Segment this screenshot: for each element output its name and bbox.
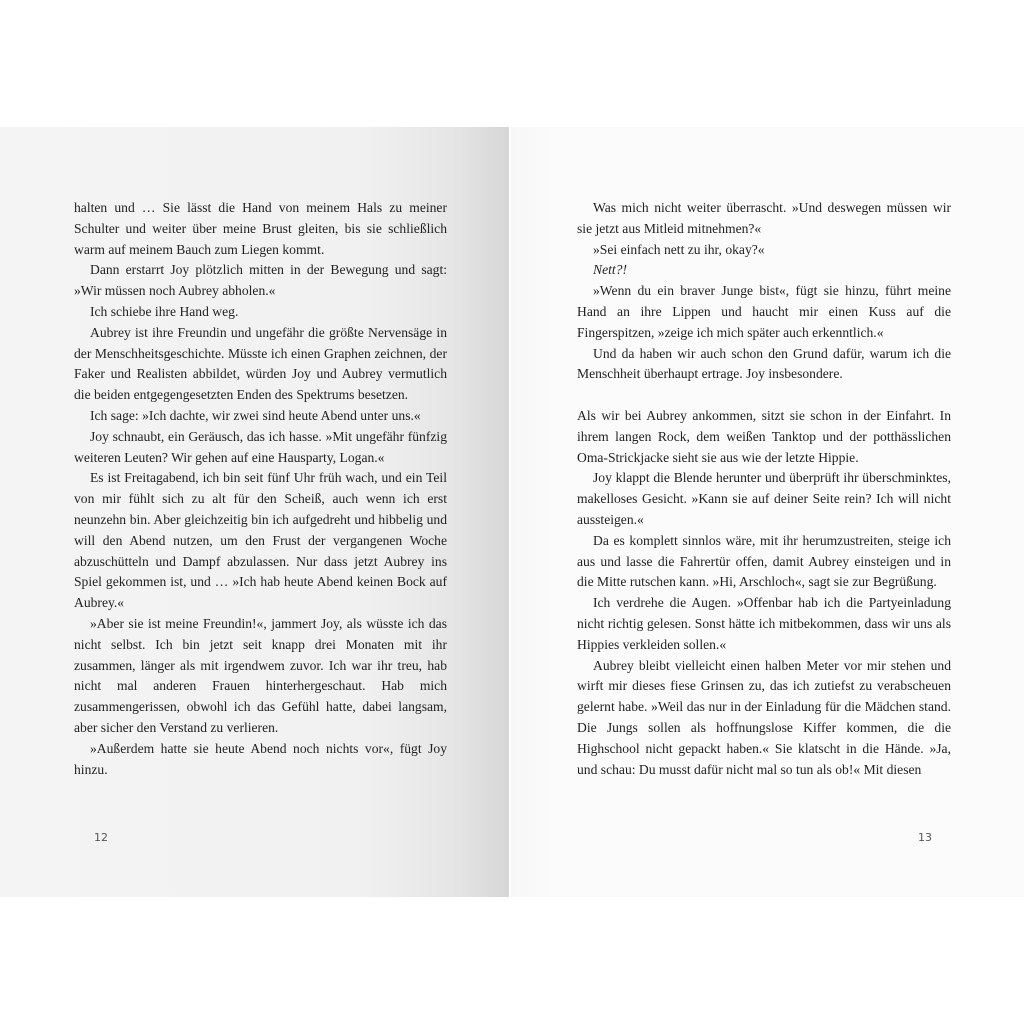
paragraph: Und da haben wir auch schon den Grund dafür, warum ich die Menschheit überhaupt ertrage. Joy insbesondere.: [577, 345, 951, 382]
paragraph: Ich sage: »Ich dachte, wir zwei sind heute Abend unter uns.«: [90, 407, 421, 423]
left-page: [0, 127, 511, 897]
paragraph: Dann erstarrt Joy plötzlich mitten in der Bewegung und sagt: »Wir müssen noch Aubrey abholen.«: [74, 262, 447, 299]
paragraph: Nett?!: [593, 262, 627, 278]
paragraph: »Wenn du ein braver Junge bist«, fügt sie hinzu, führt meine Hand an ihre Lippen und haucht mir einen Kuss auf die Fingerspitzen, »zeige ich mich später auch erkenntlich.«: [577, 283, 951, 340]
paragraph: »Aber sie ist meine Freundin!«, jammert Joy, als wüsste ich das nicht selbst. Ich bin jetzt seit knapp drei Monaten mit ihr zusammen, länger als mit irgendwem zuvor. Ich war ihr treu, hab nicht mal anderen Frauen hinterhergeschaut. Hab mich zusammengerissen, obwohl ich das Gefühl hatte, dabei langsam, aber sicher den Verstand zu verlieren.: [74, 615, 447, 735]
paragraph: Ich schiebe ihre Hand weg.: [90, 303, 239, 319]
left-page-text: [74, 198, 447, 780]
paragraph: »Sei einfach nett zu ihr, okay?«: [593, 241, 765, 257]
paragraph: Es ist Freitagabend, ich bin seit fünf Uhr früh wach, und ein Teil von mir fühlt sich zu alt für den Scheiß, auch wenn ich erst neunzehn bin. Aber gleichzeitig bin ich aufgedreht und hibbelig und will den Abend nutzen, um den Frust der vergangenen Woche abzuschütteln und Dampf abzulassen. Nur dass jetzt Aubrey ins Spiel gekommen ist, und … »Ich hab heute Abend keinen Bock auf Aubrey.«: [74, 470, 447, 611]
right-page: [511, 127, 1024, 897]
paragraph: Aubrey ist ihre Freundin und ungefähr die größte Nervensäge in der Menschheitsgeschichte. Müsste ich einen Graphen zeichnen, der Faker und Realisten abbildet, würden Joy und Aubrey vermutlich die beiden entgegengesetzten Enden des Spektrums besetzen.: [74, 324, 447, 403]
paragraph: Aubrey bleibt vielleicht einen halben Meter vor mir stehen und wirft mir dieses fiese Grinsen zu, das ich zutiefst zu verabscheuen gelernt habe. »Weil das nur in der Einladung für die Mädchen stand. Die Jungs sollen als hoffnungslose Kiffer kommen, die die Highschool nicht gepackt haben.« Sie klatscht in die Hände. »Ja, und schau: Du musst dafür nicht mal so tun als ob!« Mit diesen: [577, 657, 951, 777]
page-number: 12: [94, 831, 108, 844]
paragraph: Da es komplett sinnlos wäre, mit ihr herumzustreiten, steige ich aus und lasse die Fahrertür offen, damit Aubrey einsteigen und in die Mitte rutschen kann. »Hi, Arschloch«, sagt sie zur Begrüßung.: [577, 532, 951, 590]
right-page-text: [577, 198, 951, 780]
paragraph: Ich verdrehe die Augen. »Offenbar hab ich die Partyeinladung nicht richtig gelesen. Sonst hätte ich mitbekommen, dass wir uns als Hippies verkleiden sollen.«: [577, 595, 951, 652]
paragraph: Joy klappt die Blende herunter und überprüft ihr überschminktes, makelloses Gesicht. »Kann sie auf deiner Seite rein? Ich will nicht aussteigen.«: [577, 470, 951, 527]
paragraph: Was mich nicht weiter überrascht. »Und deswegen müssen wir sie jetzt aus Mitleid mitnehmen?«: [577, 200, 951, 236]
book-spread: [0, 127, 1024, 897]
page-number: 13: [918, 831, 932, 844]
paragraph: »Außerdem hatte sie heute Abend noch nichts vor«, fügt Joy hinzu.: [74, 740, 447, 777]
paragraph: halten und … Sie lässt die Hand von meinem Hals zu meiner Schulter und weiter über meine Brust gleiten, bis sie schließlich warm auf meinem Bauch zum Liegen kommt.: [74, 200, 447, 257]
paragraph: Joy schnaubt, ein Geräusch, das ich hasse. »Mit ungefähr fünfzig weiteren Leuten? Wir gehen auf eine Hausparty, Logan.«: [74, 428, 447, 465]
paragraph: Als wir bei Aubrey ankommen, sitzt sie schon in der Einfahrt. In ihrem langen Rock, dem weißen Tanktop und der potthässlichen Oma-Strickjacke sieht sie aus wie der letzte Hippie.: [577, 407, 951, 465]
